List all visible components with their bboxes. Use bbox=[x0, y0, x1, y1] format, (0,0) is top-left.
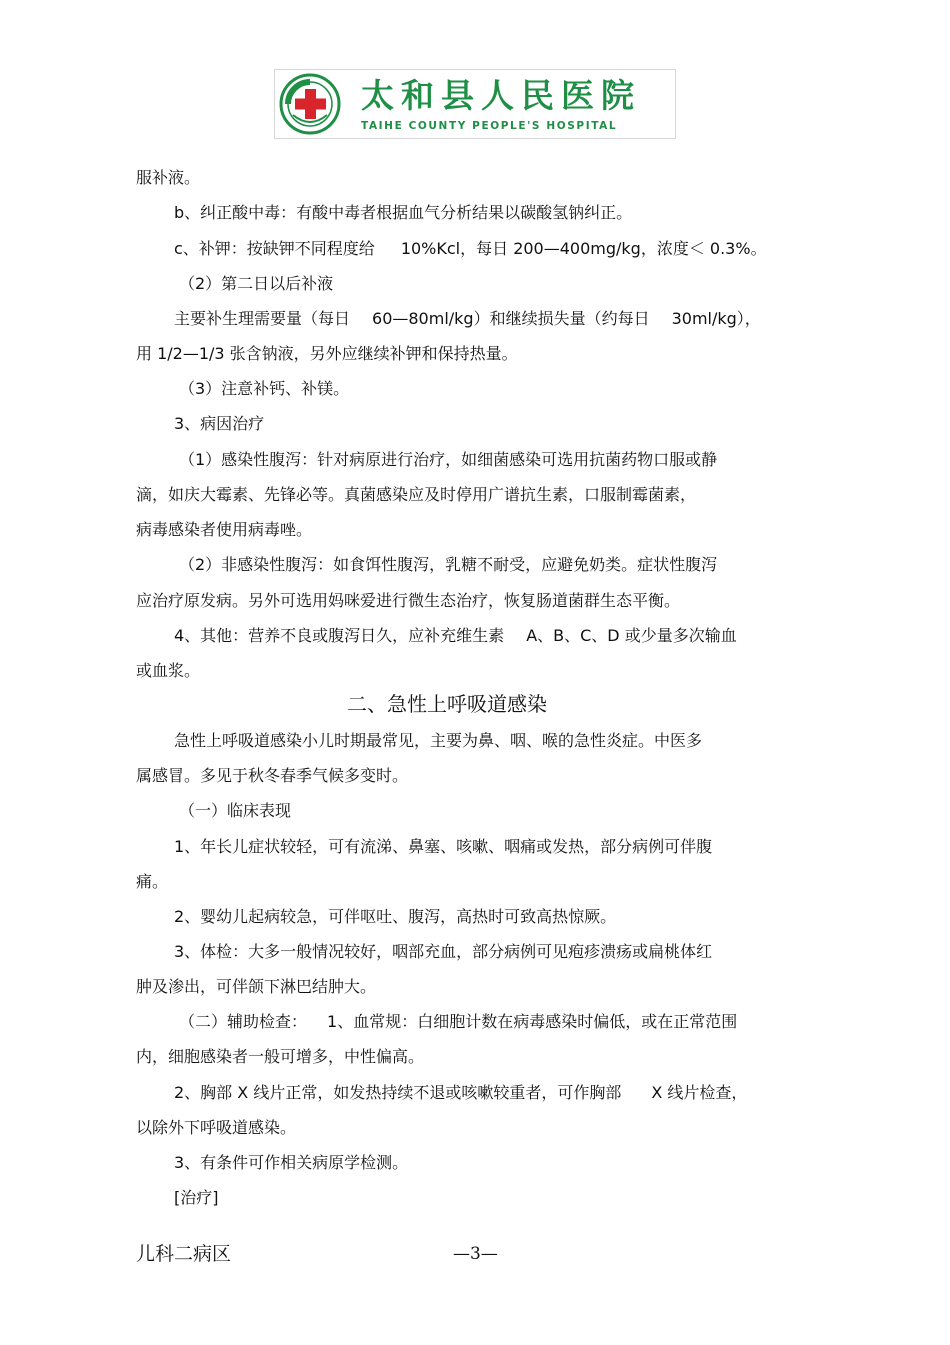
section-heading: 二、急性上呼吸道感染 bbox=[347, 692, 547, 716]
text-line: 3、体检：大多一般情况较好，咽部充血，部分病例可见疱疹溃疡或扁桃体红 bbox=[174, 942, 713, 961]
text-line: （一）临床表现 bbox=[179, 801, 292, 820]
text-line: 属感冒。多见于秋冬春季气候多变时。 bbox=[136, 766, 409, 785]
text-segment: 60—80ml/kg）和继续损失量（约每日 bbox=[372, 309, 650, 328]
text-line: 急性上呼吸道感染小儿时期最常见，主要为鼻、咽、喉的急性炎症。中医多 bbox=[174, 731, 703, 750]
page-number: —3— bbox=[453, 1244, 498, 1264]
text-line: （1）感染性腹泻：针对病原进行治疗，如细菌感染可选用抗菌药物口服或静 bbox=[179, 450, 718, 469]
hospital-name-cn: 太和县人民医院 bbox=[361, 76, 641, 115]
text-line: （2）非感染性腹泻：如食饵性腹泻，乳糖不耐受，应避免奶类。症状性腹泻 bbox=[179, 555, 718, 574]
text-line bbox=[174, 236, 767, 262]
text-line: 以除外下呼吸道感染。 bbox=[136, 1118, 297, 1137]
text-segment: 30ml/kg）， bbox=[671, 309, 761, 328]
text-line: 内，细胞感染者一般可增多，中性偏高。 bbox=[136, 1047, 425, 1066]
text-line: 应治疗原发病。另外可选用妈咪爱进行微生态治疗，恢复肠道菌群生态平衡。 bbox=[136, 591, 681, 610]
text-segment: 10%Kcl，每日 200—400mg/kg，浓度＜ 0.3%。 bbox=[400, 239, 767, 258]
text-line: 痛。 bbox=[136, 872, 169, 891]
text-segment: A、B、C、D 或少量多次输血 bbox=[526, 626, 737, 645]
text-segment: X 线片检查， bbox=[651, 1083, 748, 1102]
text-line bbox=[174, 1080, 747, 1106]
hospital-logo bbox=[274, 69, 676, 139]
text-line: 滴，如庆大霉素、先锋必等。真菌感染应及时停用广谱抗生素，口服制霉菌素， bbox=[136, 485, 697, 504]
text-line bbox=[179, 1009, 737, 1035]
text-line: 肿及渗出，可伴颌下淋巴结肿大。 bbox=[136, 977, 377, 996]
text-segment: （二）辅助检查： bbox=[179, 1012, 308, 1031]
text-segment: 4、其他：营养不良或腹泻日久，应补充维生素 bbox=[174, 626, 505, 645]
text-line bbox=[174, 623, 737, 649]
text-line: [治疗] bbox=[174, 1188, 219, 1207]
hospital-name-en: TAIHE COUNTY PEOPLE'S HOSPITAL bbox=[361, 120, 618, 132]
text-line: 1、年长儿症状较轻，可有流涕、鼻塞、咳嗽、咽痛或发热，部分病例可伴腹 bbox=[174, 837, 713, 856]
text-line: （3）注意补钙、补镁。 bbox=[179, 379, 350, 398]
text-line: 2、婴幼儿起病较急，可伴呕吐、腹泻，高热时可致高热惊厥。 bbox=[174, 907, 617, 926]
hospital-emblem-icon bbox=[279, 73, 341, 135]
text-line: 病毒感染者使用病毒唑。 bbox=[136, 520, 313, 539]
text-segment: 1、血常规：白细胞计数在病毒感染时偏低，或在正常范围 bbox=[327, 1012, 738, 1031]
text-segment: 主要补生理需要量（每日 bbox=[174, 309, 351, 328]
text-line: b、纠正酸中毒：有酸中毒者根据血气分析结果以碳酸氢钠纠正。 bbox=[174, 203, 633, 222]
text-line: 3、有条件可作相关病原学检测。 bbox=[174, 1153, 409, 1172]
text-segment: c、补钾：按缺钾不同程度给 bbox=[174, 239, 375, 258]
footer-department: 儿科二病区 bbox=[136, 1243, 232, 1265]
text-line: 用 1/2—1/3 张含钠液，另外应继续补钾和保持热量。 bbox=[136, 344, 518, 363]
text-line: 或血浆。 bbox=[136, 661, 201, 680]
text-line: 3、病因治疗 bbox=[174, 414, 265, 433]
text-line: （2）第二日以后补液 bbox=[179, 274, 334, 293]
text-line bbox=[174, 306, 761, 332]
text-line: 服补液。 bbox=[136, 168, 201, 187]
text-segment: 2、胸部 X 线片正常，如发热持续不退或咳嗽较重者，可作胸部 bbox=[174, 1083, 622, 1102]
